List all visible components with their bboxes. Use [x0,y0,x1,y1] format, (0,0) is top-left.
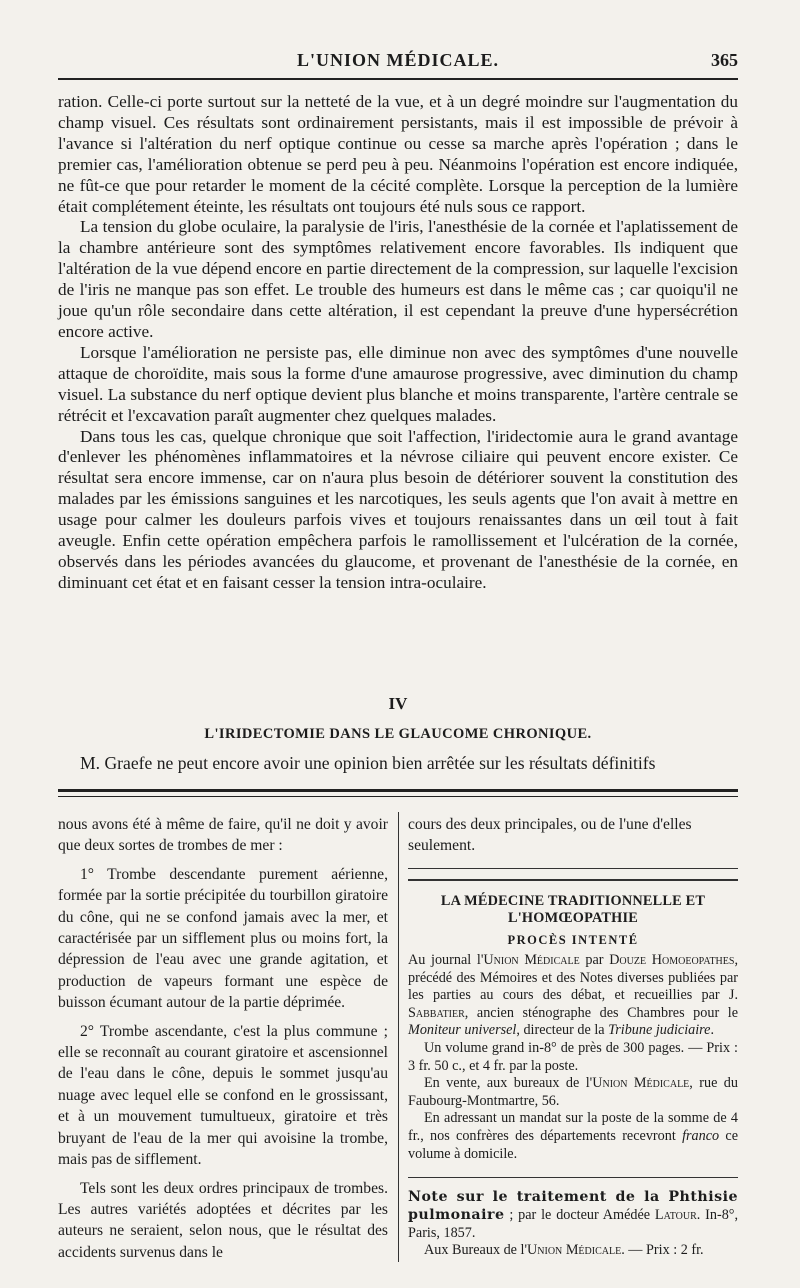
note-rule [408,1177,738,1178]
page-number: 365 [711,50,738,70]
section-lead: M. Graefe ne peut encore avoir une opinion bien arrêtée sur les résultats définitifs [80,753,656,773]
feuilleton-paragraph: nous avons été à même de faire, qu'il ne doit y avoir que deux sortes de trombes de mer : [58,816,388,855]
feuilleton-left-column [58,814,388,1263]
feuilleton-paragraph: 1° Trombe descendante purement aérienne, formée par la sortie précipitée du tourbillon giratoire du cône, qui ne se confond jamais avec la mer, et caractérisée par un sifflement plus ou moins fort, la dépression de l'eau avec une grande agitation, et production de vapeurs formant une espèce de buisson écumant autour de la partie déprimée. [58,865,388,1012]
advert-paragraph: En adressant un mandat sur la poste de la somme de 4 fr., nos confrères des départements recevront franco ce volume à domicile. [408,1110,738,1162]
feuilleton-continuation: cours des deux principales, ou de l'une d'elles seulement. [408,816,692,854]
advert-body [408,952,738,1163]
running-title: L'UNION MÉDICALE. [296,50,500,70]
advert-paragraph: Au journal l'Union Médicale par Douze Homoeopathes, précédé des Mémoires et des Notes diverses publiées par les parties au cours des débat, et recueillies par J. Sabbatier, ancien sténographe des Chambres pour le Moniteur universel, directeur de la Tribune judiciaire. [408,952,738,1039]
advert-paragraph: Un volume grand in-8° de près de 300 pages. — Prix : 3 fr. 50 c., et 4 fr. par la poste. [408,1039,738,1074]
feuilleton-rule-thin [58,796,738,797]
note-sale: Aux Bureaux de l'Union Médicale. — Prix : 2 fr. [424,1242,704,1259]
feuilleton-paragraph: Tels sont les deux ordres principaux de trombes. Les autres variétés adoptées et décrites par les auteurs ne seraient, selon nous, que le résultat des accidents survenus dans le [58,1179,388,1261]
advert-subtitle: PROCÈS INTENTÉ [507,933,639,947]
column-divider [398,812,399,1262]
section-title: L'IRIDECTOMIE DANS LE GLAUCOME CHRONIQUE. [204,726,592,742]
main-text [58,92,738,594]
running-header [58,50,738,74]
feuilleton-paragraph: 2° Trombe ascendante, c'est la plus commune ; elle se reconnaît au courant giratoire et ascensionnel de l'eau dans le cône, depuis le sommet jusqu'au nuage avec lequel elle se confond en le grossissant, et à un mouvement tumultueux, giratoire et très bruyant de l'eau de la mer qui avoisine la trombe, mais pas de sifflement. [58,1022,388,1169]
advert-title: LA MÉDECINE TRADITIONNELLE ET L'HOMŒOPATHIE [440,893,706,926]
note-title: Note sur le traitement de la Phthisie pulmonaire ; par le docteur Amédée Latour. In-8°, Paris, 1857. [408,1189,739,1242]
paragraph: Lorsque l'amélioration ne persiste pas, elle diminue non avec des symptômes d'une nouvelle attaque de choroïdite, mais sous la forme d'une amaurose progressive, avec diminution du champ visuel. La substance du nerf optique devient plus blanche et moins transparente, l'artère centrale se rétrécit et l'excavation paraît augmenter chez quelques malades. [58,342,738,425]
note-block [408,1188,738,1260]
advert-paragraph: En vente, aux bureaux de l'Union Médicale, rue du Faubourg-Montmartre, 56. [408,1075,738,1109]
paragraph: ration. Celle-ci porte surtout sur la netteté de la vue, et à un degré moindre sur l'augmentation du champ visuel. Ces résultats sont ordinairement persistants, mais il est impossible de prévoir à l'avance si l'altération du nerf optique continue ou cesse sa marche après l'opération ; dans le premier cas, l'amélioration obtenue se perd peu à peu. Néanmoins l'opération est encore indiquée, ne fût-ce que pour retarder le moment de la cécité complète. Lorsque la perception de la lumière était complétement éteinte, les résultats ont toujours été nuls sous ce rapport. [58,92,738,216]
feuilleton-rule-thick [58,789,738,792]
paragraph: La tension du globe oculaire, la paralysie de l'iris, l'anesthésie de la cornée et l'aplatissement de la chambre antérieure sont des symptômes relativement encore favorables. Ils indiquent que l'altération de la vue dépend encore en partie directement de la compression, sur laquelle l'excision de l'iris ne manque pas son effet. Le trouble des humeurs est dans le même cas ; car quoiqu'il ne joue qu'un rôle secondaire dans cette altération, il est cependant la preuve d'une hypersécrétion encore active. [58,217,738,341]
header-rule [58,78,738,80]
advert-rule-heavy [408,879,738,881]
section-number: IV [388,694,408,713]
advert-rule [408,868,738,869]
paragraph: Dans tous les cas, quelque chronique que soit l'affection, l'iridectomie aura le grand avantage d'enlever les phénomènes inflammatoires et la névrose ciliaire qui peuvent encore exister. Ce résultat sera encore immense, car on n'aura plus besoin de détériorer souvent la constitution des malades par les émissions sanguines et les narcotiques, les seuls agents que l'on avait à mettre en usage pour calmer les douleurs parfois vives et toujours renaissantes dans un œil tout à fait aveugle. Enfin cette opération empêchera parfois le ramollissement et l'ulcération de la cornée, observés dans les périodes avancées du glaucome, et provenant de l'anesthésie de la cornée, en diminuant cet état et en faisant cesser la tension intra-oculaire. [58,426,738,592]
feuilleton-right-column [408,814,738,1260]
